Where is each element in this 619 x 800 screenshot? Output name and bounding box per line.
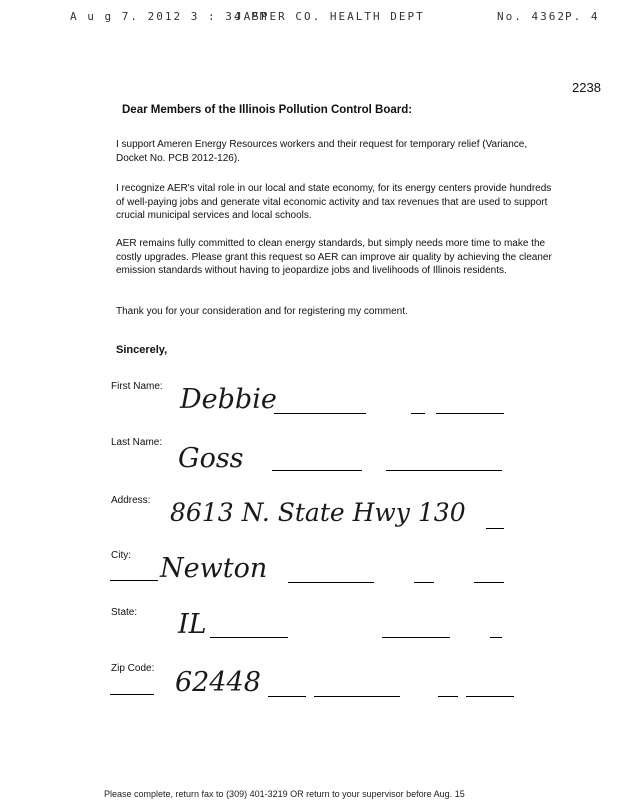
- address-value: 8613 N. State Hwy 130: [170, 498, 466, 527]
- fax-page: P. 4: [565, 10, 600, 23]
- first-name-line-3: [436, 413, 504, 414]
- salutation: Dear Members of the Illinois Pollution Control Board:: [122, 104, 413, 116]
- zip-line-1: [110, 694, 154, 695]
- city-label: City:: [111, 550, 131, 561]
- fax-sender: JASPER CO. HEALTH DEPT: [235, 10, 425, 23]
- city-line-3: [414, 582, 434, 583]
- zip-value: 62448: [175, 667, 261, 698]
- state-value: IL: [178, 609, 207, 640]
- first-name-line-1: [274, 413, 366, 414]
- page-number: 2238: [572, 80, 601, 95]
- first-name-label: First Name:: [111, 381, 163, 392]
- zip-line-2: [268, 696, 306, 697]
- zip-line-5: [466, 696, 514, 697]
- address-label: Address:: [111, 495, 151, 506]
- first-name-value: Debbie: [180, 384, 277, 415]
- fax-datetime: A u g 7. 2012 3 : 34 PM: [70, 10, 269, 23]
- closing: Sincerely,: [116, 344, 168, 356]
- state-line-3: [490, 637, 502, 638]
- fax-number: No. 4362: [497, 10, 566, 23]
- paragraph-support: I support Ameren Energy Resources workers and their request for temporary relief (Variance, Docket No. PCB 2012-126).: [116, 139, 528, 164]
- state-label: State:: [111, 607, 138, 618]
- first-name-line-2: [411, 413, 425, 414]
- last-name-value: Goss: [178, 443, 244, 474]
- state-line-1: [210, 637, 288, 638]
- city-value: Newton: [160, 553, 268, 584]
- paragraph-recognize: I recognize AER's vital role in our local and state economy, for its energy centers provide hundreds of well-paying jobs and generate vital economic activity and tax revenues that are used to support crucial municipal services and local schools.: [116, 183, 552, 221]
- paragraph-thanks: Thank you for your consideration and for registering my comment.: [116, 306, 408, 317]
- zip-line-4: [438, 696, 458, 697]
- last-name-label: Last Name:: [111, 437, 163, 448]
- state-line-2: [382, 637, 450, 638]
- paragraph-commitment: AER remains fully committed to clean energy standards, but simply needs more time to make the costly upgrades. Please grant this request so AER can improve air quality by achieving the cleaner emission standards without having to jeopardize jobs and livelihoods of Illinois residents.: [116, 238, 552, 276]
- footer-instructions: Please complete, return fax to (309) 401-3219 OR return to your supervisor before Aug. 15: [104, 789, 465, 799]
- city-line-1: [110, 580, 158, 581]
- zip-line-3: [314, 696, 400, 697]
- address-line: [486, 528, 504, 529]
- city-line-2: [288, 582, 374, 583]
- last-name-line-1: [272, 470, 362, 471]
- zip-label: Zip Code:: [111, 663, 155, 674]
- last-name-line-2: [386, 470, 502, 471]
- city-line-4: [474, 582, 504, 583]
